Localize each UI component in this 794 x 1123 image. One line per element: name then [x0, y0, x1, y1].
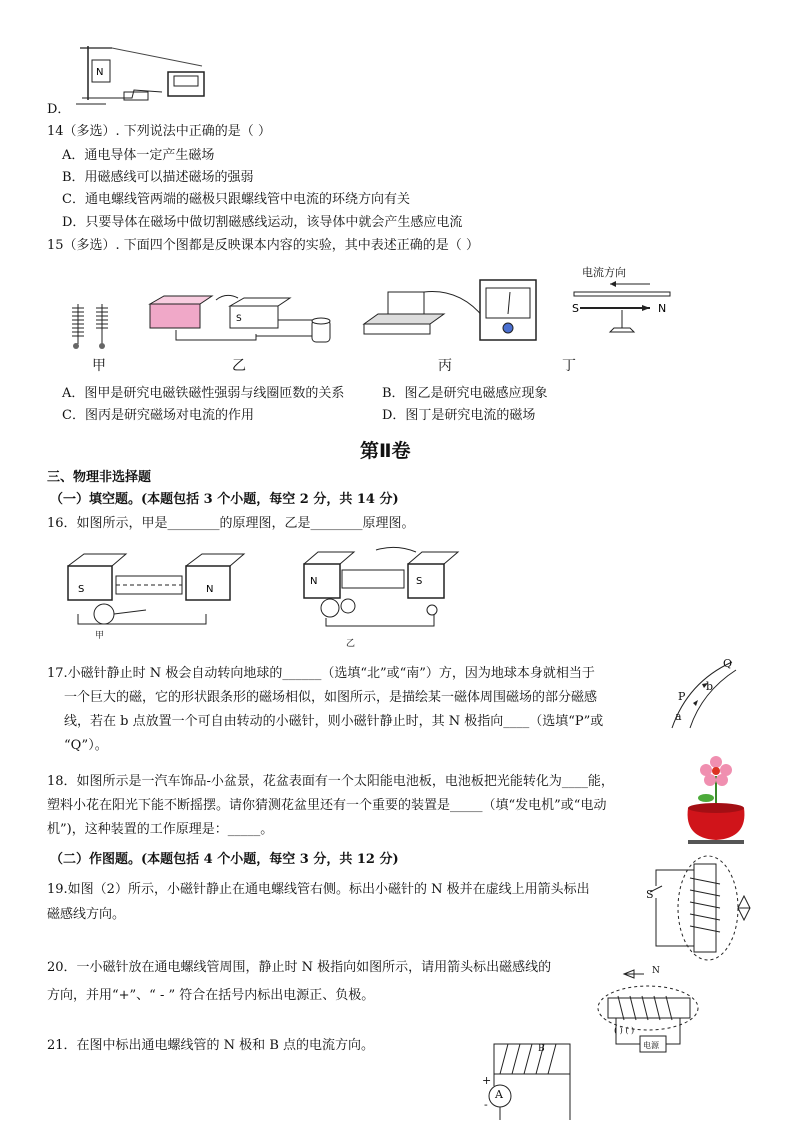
q13-option-d-figure	[72, 42, 222, 108]
q21-plus: +	[482, 1074, 492, 1087]
q15-option-a: A．图甲是研究电磁铁磁性强弱与线圈匝数的关系	[62, 386, 345, 401]
part3-heading: 三、物理非选择题	[47, 470, 152, 485]
q21-stem: 21．在图中标出通电螺线管的 N 极和 B 点的电流方向。	[47, 1038, 374, 1053]
q20-needle-label: N	[652, 966, 660, 976]
q14-option-b: B．用磁感线可以描述磁场的强弱	[62, 170, 254, 185]
q14-option-a: A．通电导体一定产生磁场	[62, 148, 215, 163]
q18-line-2: 塑料小花在阳光下能不断摇摆。请你猜测花盆里还有一个重要的装置是_____（填“发电机”或“电动	[47, 798, 607, 813]
q19-line-2: 磁感线方向。	[47, 907, 126, 922]
q15-figure-bing	[360, 278, 550, 350]
q20-line-2: 方向，并用“+”、“ - ” 符合在括号内标出电源正、负极。	[47, 988, 375, 1003]
q14-option-c: C．通电螺线管两端的磁极只跟螺线管中电流的环绕方向有关	[62, 192, 410, 207]
q15-label-bing: 丙	[438, 358, 452, 374]
svg-text:N: N	[96, 67, 104, 78]
svg-text:N: N	[658, 302, 667, 315]
q20-brackets: ( ) ( )	[614, 1026, 635, 1035]
q14-option-d: D．只要导体在磁场中做切割磁感线运动，该导体中就会产生感应电流	[62, 215, 463, 230]
svg-text:S: S	[572, 302, 579, 315]
q13-option-d: D．	[47, 102, 71, 117]
q17-label-p: P	[678, 690, 686, 703]
q16-figure-yi	[296, 544, 466, 634]
svg-text:S: S	[236, 314, 242, 324]
svg-text:S: S	[416, 576, 423, 587]
q16-label-yi: 乙	[346, 639, 356, 649]
q17-label-q: Q	[723, 657, 733, 670]
q18-line-1: 18．如图所示是一汽车饰品-小盆景，花盆表面有一个太阳能电池板，电池板把光能转化为____能，	[47, 774, 614, 789]
q21-minus: -	[484, 1098, 488, 1111]
q21-point-label: B	[538, 1044, 545, 1054]
section-title: 第Ⅱ卷	[360, 440, 411, 462]
q19-line-1: 19.如图（2）所示，小磁针静止在通电螺线管右侧。标出小磁针的 N 极并在虚线上用箭头标出	[47, 882, 590, 897]
q17-label-b: b	[706, 680, 714, 693]
q15-option-b: B．图乙是研究电磁感应现象	[382, 386, 548, 401]
q18-potted-flower-image	[680, 752, 750, 846]
fill-heading: （一）填空题。(本题包括 3 个小题，每空 2 分，共 14 分)	[50, 492, 399, 507]
q17-line-3: 线，若在 b 点放置一个可自由转动的小磁针，则小磁针静止时，其 N 极指向____（选填“P”或	[64, 714, 604, 729]
q15-figure-yi	[146, 290, 336, 348]
q17-line-2: 一个巨大的磁，它的形状跟条形的磁场相似，如图所示，是描绘某一磁体周围磁场的部分磁感	[64, 690, 598, 705]
q19-switch-label: S	[646, 888, 654, 901]
q18-line-3: 机”)，这种装置的工作原理是：_____。	[47, 822, 274, 837]
draw-heading: （二）作图题。(本题包括 4 个小题，每空 3 分，共 12 分)	[50, 852, 399, 867]
q15-figure-ding	[570, 276, 680, 338]
q15-figure-jia	[62, 300, 132, 350]
q15-label-jia: 甲	[92, 358, 106, 374]
q15-current-direction-label: 电流方向	[582, 266, 626, 279]
svg-text:N: N	[310, 576, 318, 587]
q17-line-1: 17.小磁针静止时 N 极会自动转向地球的______（选填“北”或“南”）方，因为地球本身就相当于	[47, 666, 595, 681]
svg-text:S: S	[78, 584, 85, 595]
q15-option-c: C．图丙是研究磁场对电流的作用	[62, 408, 254, 423]
q16-stem: 16．如图所示，甲是________的原理图，乙是________原理图。	[47, 516, 415, 531]
q21-solenoid-figure	[476, 1040, 586, 1123]
q21-ammeter-label: A	[495, 1088, 503, 1101]
svg-text:N: N	[206, 584, 214, 595]
q16-figure-jia	[66, 548, 236, 632]
q17-label-a: a	[675, 710, 682, 723]
q20-line-1: 20．一小磁针放在通电螺线管周围，静止时 N 极指向如图所示，请用箭头标出磁感线的	[47, 960, 552, 975]
q15-label-yi: 乙	[232, 358, 246, 374]
q20-power-label: 电源	[643, 1041, 659, 1050]
q17-line-4: “Q”）。	[64, 738, 108, 753]
q14-stem: 14（多选）. 下列说法中正确的是（ ）	[47, 124, 271, 139]
q15-label-ding: 丁	[562, 358, 576, 374]
q15-option-d: D．图丁是研究电流的磁场	[382, 408, 536, 423]
q16-label-jia: 甲	[95, 631, 105, 641]
q15-stem: 15（多选）. 下面四个图都是反映课本内容的实验，其中表述正确的是（ ）	[47, 238, 479, 253]
q19-solenoid-figure	[640, 858, 770, 958]
